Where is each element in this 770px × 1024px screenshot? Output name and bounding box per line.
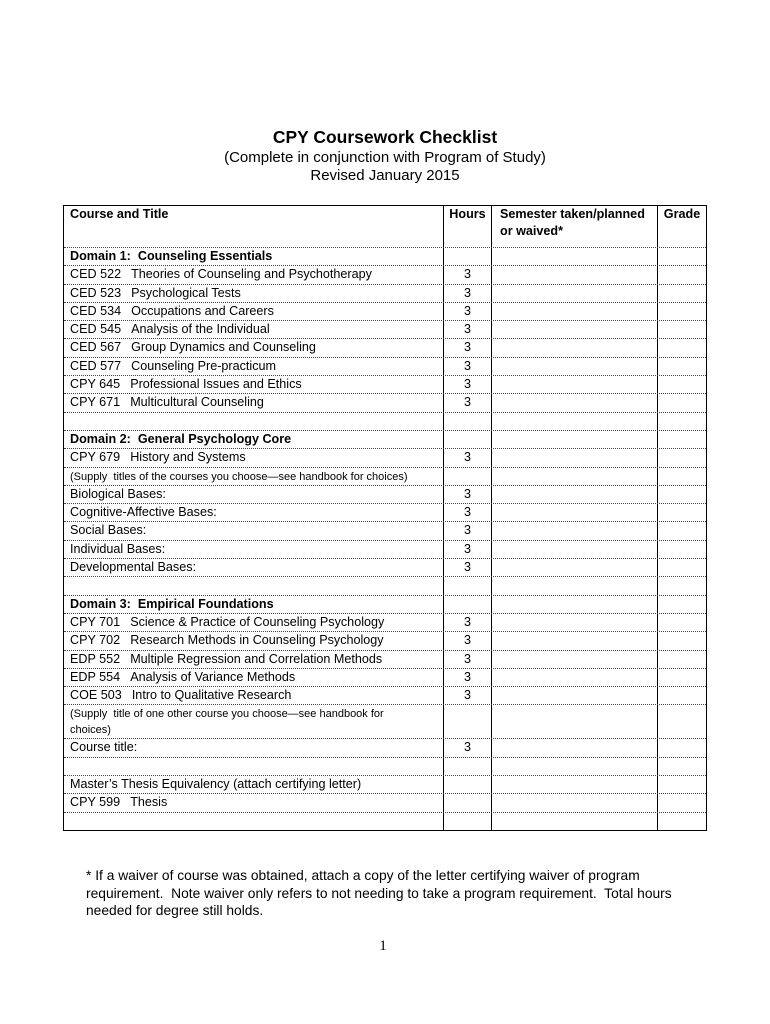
course-title: History and Systems (130, 450, 246, 465)
hours-cell (443, 376, 491, 393)
grade-cell (657, 794, 706, 811)
hours-cell (443, 468, 491, 485)
hours-cell (443, 522, 491, 539)
semester-cell (491, 614, 657, 631)
course-title: Theories of Counseling and Psychotherapy (131, 267, 372, 282)
grade-cell (657, 339, 706, 356)
domain-heading: Domain 3: Empirical Foundations (70, 596, 274, 611)
hours-cell (443, 248, 491, 265)
hours-cell (443, 596, 491, 613)
hours-cell (443, 813, 491, 830)
semester-cell (491, 687, 657, 704)
table-row (64, 704, 706, 738)
table-row (64, 393, 706, 411)
grade-cell (657, 739, 706, 756)
hours-cell (443, 776, 491, 793)
hours-cell (443, 614, 491, 631)
course-cell (64, 303, 443, 320)
table-row (64, 320, 706, 338)
hours-cell (443, 739, 491, 756)
entry-label: Developmental Bases: (70, 560, 197, 575)
course-cell (64, 651, 443, 668)
course-code: COE 503 (70, 688, 122, 703)
course-title: Counseling Pre-practicum (131, 358, 276, 373)
hours-cell (443, 687, 491, 704)
semester-cell (491, 339, 657, 356)
table-header-row (64, 206, 706, 247)
grade-cell (657, 758, 706, 775)
course-title: Multiple Regression and Correlation Methods (130, 651, 383, 666)
footnote-line: requirement. Note waiver only refers to not needing to take a program requirement. Total hours (86, 885, 672, 901)
document-title: CPY Coursework Checklist (272, 127, 498, 147)
hours-cell (443, 449, 491, 466)
course-title: Analysis of Variance Methods (130, 669, 296, 684)
course-code: CED 522 (70, 267, 122, 282)
credit-hours: 3 (463, 340, 471, 355)
course-title: Multicultural Counseling (130, 395, 264, 410)
course-cell (64, 486, 443, 503)
grade-cell (657, 705, 706, 738)
table-row (64, 338, 706, 356)
table-row (64, 812, 706, 830)
course-code: CED 545 (70, 322, 122, 337)
table-row (64, 793, 706, 811)
course-cell (64, 632, 443, 649)
footnote-line: * If a waiver of course was obtained, attach a copy of the letter certifying waiver of program (86, 868, 640, 883)
course-cell (64, 504, 443, 521)
semester-cell (491, 394, 657, 411)
semester-cell (491, 758, 657, 775)
credit-hours: 3 (463, 669, 471, 684)
grade-cell (657, 431, 706, 448)
semester-cell (491, 559, 657, 576)
grade-cell (657, 468, 706, 485)
credit-hours: 3 (463, 651, 471, 666)
table-row (64, 375, 706, 393)
table-row (64, 503, 706, 521)
hours-cell (443, 705, 491, 738)
course-cell (64, 813, 443, 830)
coursework-table (63, 205, 707, 831)
hours-cell (443, 413, 491, 430)
credit-hours: 3 (463, 303, 471, 318)
credit-hours: 3 (463, 322, 471, 337)
course-cell (64, 321, 443, 338)
grade-cell (657, 614, 706, 631)
semester-cell (491, 632, 657, 649)
header-course-and-title: Course and Title (70, 207, 169, 221)
credit-hours: 3 (463, 267, 471, 282)
table-row (64, 485, 706, 503)
semester-cell (491, 486, 657, 503)
semester-cell (491, 651, 657, 668)
header-semester-line-2: or waived* (500, 224, 563, 238)
grade-cell (657, 266, 706, 283)
course-cell (64, 266, 443, 283)
semester-cell (491, 285, 657, 302)
entry-label: Individual Bases: (70, 541, 166, 556)
course-title: Professional Issues and Ethics (130, 377, 302, 392)
entry-label: Biological Bases: (70, 486, 166, 501)
credit-hours: 3 (463, 560, 471, 575)
semester-cell (491, 376, 657, 393)
table-row (64, 757, 706, 775)
semester-cell (491, 794, 657, 811)
hours-cell (443, 431, 491, 448)
header-hours: Hours (443, 206, 491, 247)
course-cell (64, 596, 443, 613)
entry-label: Cognitive-Affective Bases: (70, 505, 217, 520)
course-code: CED 567 (70, 340, 122, 355)
semester-cell (491, 739, 657, 756)
table-row (64, 540, 706, 558)
table-row (64, 430, 706, 448)
course-title: Group Dynamics and Counseling (131, 340, 316, 355)
table-row (64, 412, 706, 430)
hours-cell (443, 669, 491, 686)
grade-cell (657, 559, 706, 576)
course-code: CPY 679 (70, 450, 121, 465)
semester-cell (491, 321, 657, 338)
semester-cell (491, 596, 657, 613)
semester-cell (491, 358, 657, 375)
course-cell (64, 376, 443, 393)
entry-label: Master’s Thesis Equivalency (attach certifying letter) (70, 777, 362, 792)
page-number: 1 (379, 938, 387, 954)
course-cell (64, 285, 443, 302)
table-row (64, 738, 706, 756)
hours-cell (443, 321, 491, 338)
credit-hours: 3 (463, 486, 471, 501)
course-cell (64, 559, 443, 576)
credit-hours: 3 (463, 395, 471, 410)
table-row (64, 448, 706, 466)
domain-heading: Domain 2: General Psychology Core (70, 431, 292, 446)
credit-hours: 3 (463, 633, 471, 648)
hours-cell (443, 541, 491, 558)
course-title: Thesis (130, 795, 168, 810)
table-row (64, 467, 706, 485)
grade-cell (657, 632, 706, 649)
credit-hours: 3 (463, 377, 471, 392)
table-row (64, 775, 706, 793)
grade-cell (657, 504, 706, 521)
semester-cell (491, 504, 657, 521)
instruction-note: (Supply titles of the courses you choose—see handbook for choices) (70, 470, 408, 483)
semester-cell (491, 413, 657, 430)
course-code: EDP 554 (70, 669, 121, 684)
table-row (64, 686, 706, 704)
domain-heading: Domain 1: Counseling Essentials (70, 249, 273, 263)
semester-cell (491, 541, 657, 558)
course-cell (64, 776, 443, 793)
grade-cell (657, 651, 706, 668)
footnote-line: needed for degree still holds. (86, 903, 264, 918)
revision-date: Revised January 2015 (310, 167, 460, 184)
table-row (64, 668, 706, 686)
grade-cell (657, 303, 706, 320)
course-cell (64, 394, 443, 411)
grade-cell (657, 358, 706, 375)
table-row (64, 284, 706, 302)
course-title: Research Methods in Counseling Psychology (130, 633, 384, 648)
course-cell (64, 614, 443, 631)
hours-cell (443, 559, 491, 576)
course-cell (64, 669, 443, 686)
hours-cell (443, 285, 491, 302)
credit-hours: 3 (463, 285, 471, 300)
course-cell (64, 248, 443, 265)
hours-cell (443, 266, 491, 283)
semester-cell (491, 522, 657, 539)
course-cell (64, 339, 443, 356)
semester-cell (491, 776, 657, 793)
header-semester (491, 206, 657, 247)
course-title: Psychological Tests (131, 285, 241, 300)
course-code: EDP 552 (70, 651, 121, 666)
hours-cell (443, 486, 491, 503)
waiver-footnote (86, 867, 672, 920)
grade-cell (657, 577, 706, 594)
course-code: CPY 702 (70, 633, 121, 648)
course-title: Occupations and Careers (131, 303, 274, 318)
semester-cell (491, 266, 657, 283)
course-cell (64, 413, 443, 430)
credit-hours: 3 (463, 450, 471, 465)
semester-cell (491, 669, 657, 686)
hours-cell (443, 358, 491, 375)
hours-cell (443, 394, 491, 411)
course-cell (64, 739, 443, 756)
course-code: CED 534 (70, 303, 122, 318)
table-row (64, 595, 706, 613)
header-semester-line-1: Semester taken/planned (500, 207, 645, 221)
credit-hours: 3 (463, 505, 471, 520)
course-cell (64, 468, 443, 485)
header-grade: Grade (657, 206, 706, 247)
course-cell (64, 449, 443, 466)
course-code: CPY 645 (70, 377, 121, 392)
course-cell (64, 431, 443, 448)
semester-cell (491, 303, 657, 320)
grade-cell (657, 413, 706, 430)
instruction-note: (Supply title of one other course you choose—see handbook for choices) (70, 708, 387, 737)
semester-cell (491, 449, 657, 466)
hours-cell (443, 794, 491, 811)
hours-cell (443, 651, 491, 668)
course-cell (64, 758, 443, 775)
course-code: CED 577 (70, 358, 122, 373)
grade-cell (657, 669, 706, 686)
semester-cell (491, 468, 657, 485)
hours-cell (443, 758, 491, 775)
semester-cell (491, 431, 657, 448)
grade-cell (657, 285, 706, 302)
credit-hours: 3 (463, 541, 471, 556)
course-cell (64, 577, 443, 594)
table-row (64, 558, 706, 576)
course-title: Intro to Qualitative Research (131, 688, 292, 703)
grade-cell (657, 486, 706, 503)
document-subtitle: (Complete in conjunction with Program of Study) (224, 149, 546, 166)
grade-cell (657, 813, 706, 830)
entry-label: Social Bases: (70, 523, 147, 538)
course-cell (64, 358, 443, 375)
grade-cell (657, 394, 706, 411)
course-cell (64, 705, 443, 738)
course-code: CPY 599 (70, 795, 121, 810)
course-cell (64, 794, 443, 811)
course-title: Analysis of the Individual (131, 322, 270, 337)
grade-cell (657, 522, 706, 539)
grade-cell (657, 248, 706, 265)
hours-cell (443, 632, 491, 649)
course-code: CPY 671 (70, 395, 121, 410)
table-row (64, 265, 706, 283)
grade-cell (657, 449, 706, 466)
table-row (64, 650, 706, 668)
credit-hours: 3 (463, 614, 471, 629)
course-code: CED 523 (70, 285, 122, 300)
table-row (64, 613, 706, 631)
course-cell (64, 687, 443, 704)
grade-cell (657, 376, 706, 393)
table-row (64, 576, 706, 594)
course-title: Science & Practice of Counseling Psychology (130, 614, 385, 629)
semester-cell (491, 813, 657, 830)
hours-cell (443, 504, 491, 521)
table-row (64, 521, 706, 539)
credit-hours: 3 (463, 358, 471, 373)
grade-cell (657, 776, 706, 793)
hours-cell (443, 339, 491, 356)
credit-hours: 3 (463, 688, 471, 703)
course-code: CPY 701 (70, 614, 121, 629)
grade-cell (657, 321, 706, 338)
hours-cell (443, 577, 491, 594)
semester-cell (491, 705, 657, 738)
credit-hours: 3 (463, 740, 471, 755)
semester-cell (491, 248, 657, 265)
semester-cell (491, 577, 657, 594)
credit-hours: 3 (463, 523, 471, 538)
hours-cell (443, 303, 491, 320)
table-row (64, 247, 706, 265)
course-cell (64, 541, 443, 558)
entry-label: Course title: (70, 740, 138, 755)
table-row (64, 357, 706, 375)
grade-cell (657, 687, 706, 704)
grade-cell (657, 541, 706, 558)
course-cell (64, 522, 443, 539)
grade-cell (657, 596, 706, 613)
table-row (64, 631, 706, 649)
table-row (64, 302, 706, 320)
